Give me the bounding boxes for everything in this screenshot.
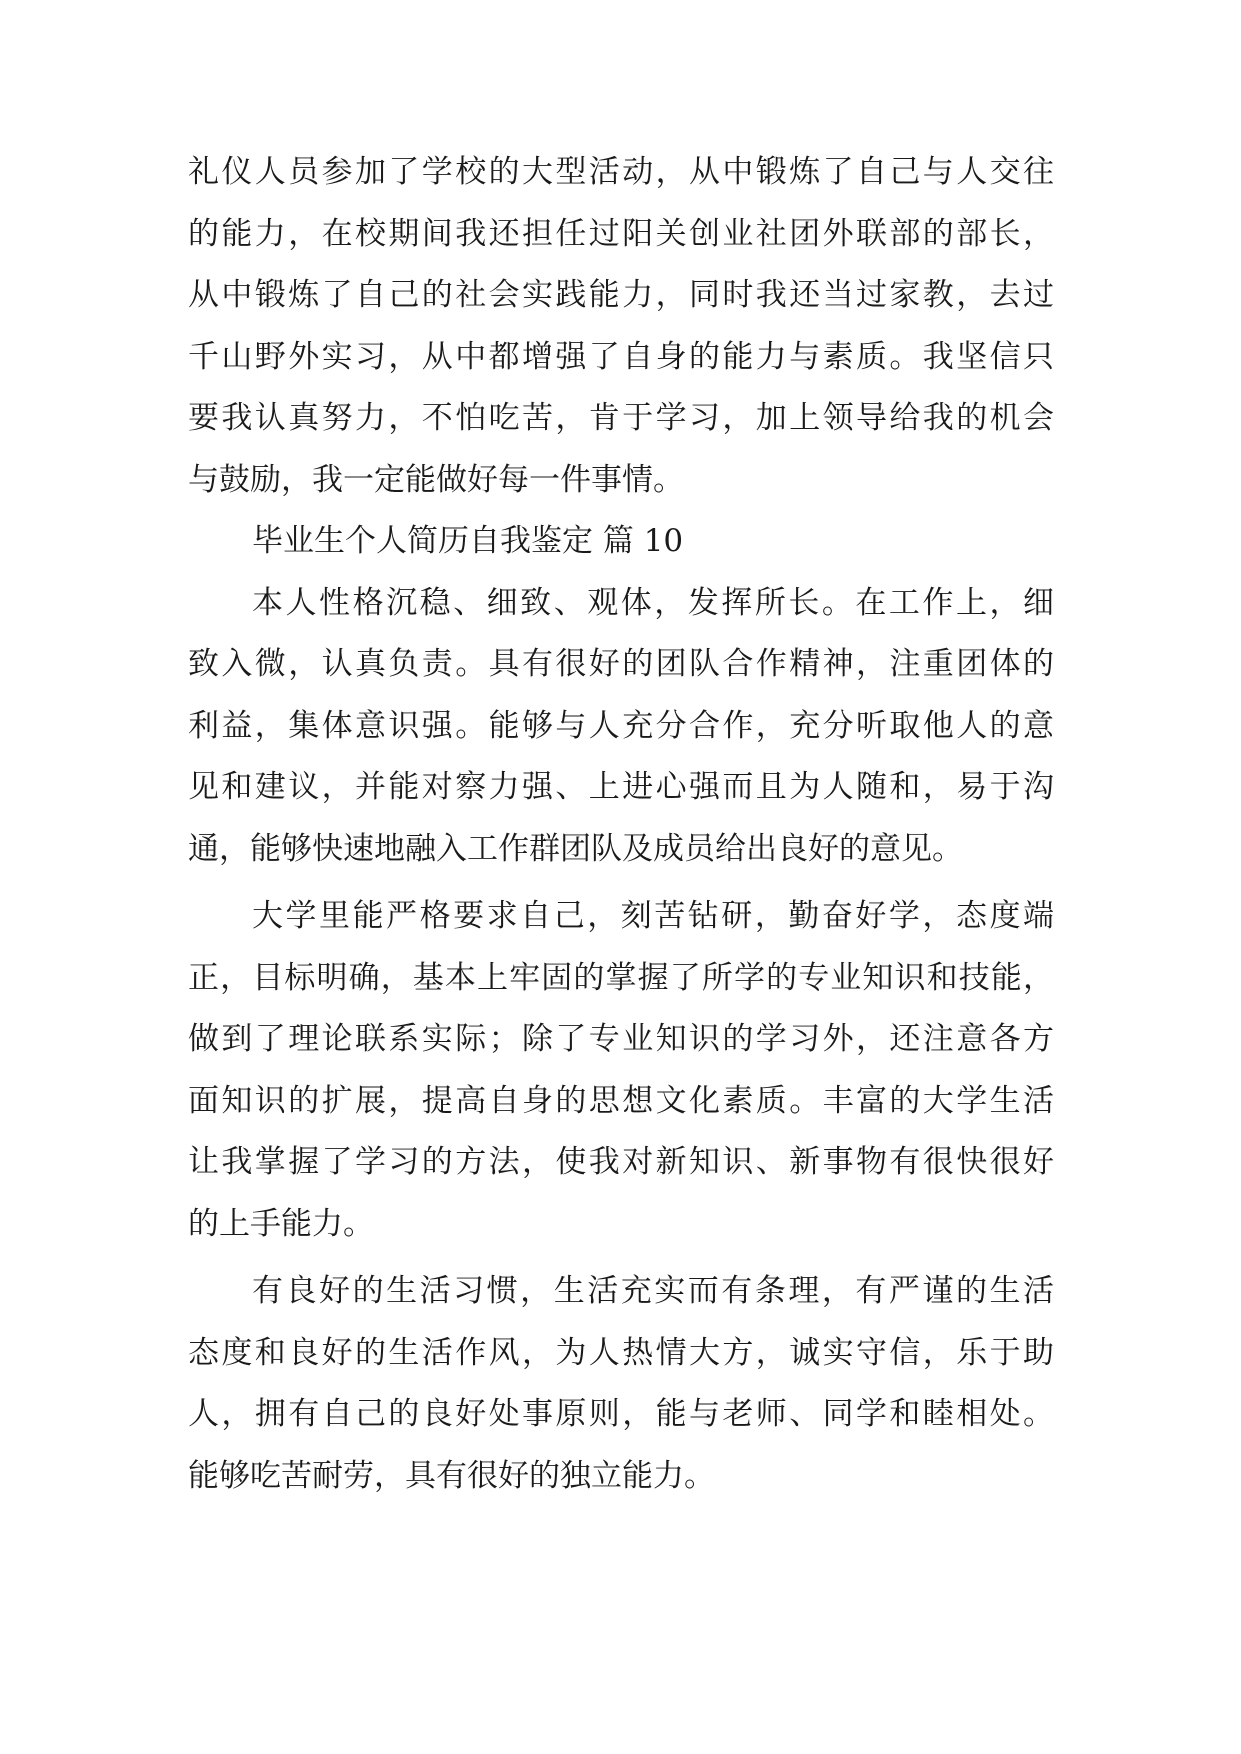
text-line: 见和建议，并能对察力强、上进心强而且为人随和，易于沟	[188, 769, 1054, 805]
text-line: 人，拥有自己的良好处事原则，能与老师、同学和睦相处。	[188, 1396, 1054, 1432]
document-body	[188, 142, 1054, 1507]
text-line: 利益，集体意识强。能够与人充分合作，充分听取他人的意	[188, 707, 1054, 744]
text-line: 的能力，在校期间我还担任过阳关创业社团外联部的部长，	[188, 215, 1054, 252]
text-line: 正，目标明确，基本上牢固的掌握了所学的专业知识和技能，	[188, 959, 1054, 996]
text-line: 让我掌握了学习的方法，使我对新知识、新事物有很快很好	[188, 1144, 1054, 1180]
text-line: 致入微，认真负责。具有很好的团队合作精神，注重团体的	[188, 646, 1054, 682]
text-line: 本人性格沉稳、细致、观体，发挥所长。在工作上，细	[252, 584, 1054, 621]
text-line: 能够吃苦耐劳，具有很好的独立能力。	[188, 1457, 715, 1494]
text-line: 大学里能严格要求自己，刻苦钻研，勤奋好学，态度端	[252, 898, 1054, 934]
text-line: 的上手能力。	[188, 1205, 374, 1242]
text-line: 毕业生个人简历自我鉴定 篇 10	[252, 523, 684, 559]
text-line: 从中锻炼了自己的社会实践能力，同时我还当过家教，去过	[188, 277, 1054, 313]
text-line: 要我认真努力，不怕吃苦，肯于学习，加上领导给我的机会	[188, 400, 1054, 436]
text-line: 有良好的生活习惯，生活充实而有条理，有严谨的生活	[252, 1273, 1054, 1309]
text-line: 面知识的扩展，提高自身的思想文化素质。丰富的大学生活	[188, 1082, 1054, 1119]
text-line: 态度和良好的生活作风，为人热情大方，诚实守信，乐于助	[188, 1334, 1054, 1371]
text-line: 礼仪人员参加了学校的大型活动，从中锻炼了自己与人交往	[188, 154, 1054, 190]
text-line: 千山野外实习，从中都增强了自身的能力与素质。我坚信只	[188, 338, 1054, 375]
text-line: 与鼓励，我一定能做好每一件事情。	[188, 461, 684, 498]
text-line: 做到了理论联系实际；除了专业知识的学习外，还注意各方	[188, 1021, 1054, 1057]
text-line: 通，能够快速地融入工作群团队及成员给出良好的意见。	[188, 830, 963, 867]
